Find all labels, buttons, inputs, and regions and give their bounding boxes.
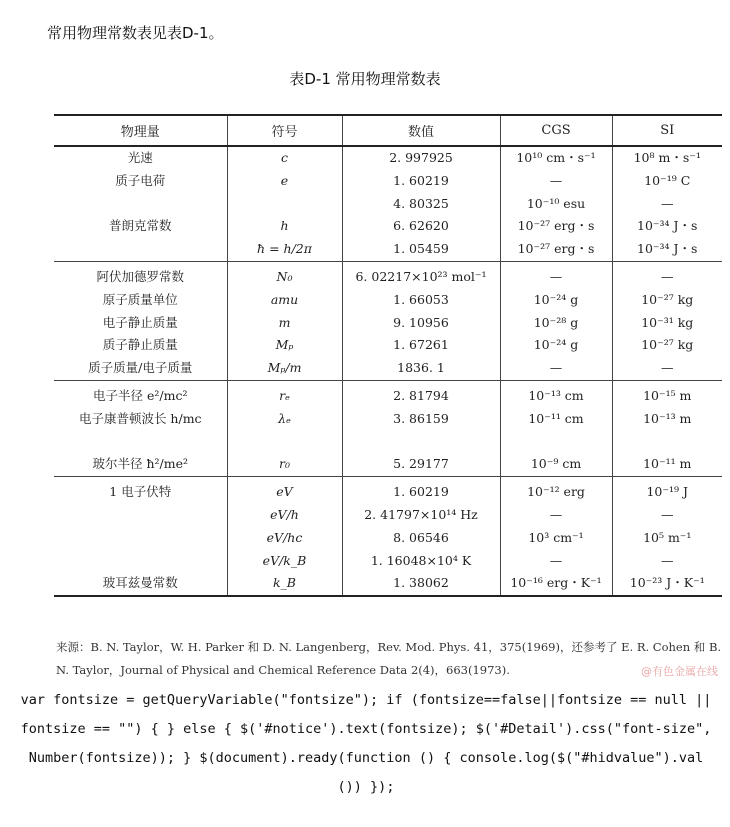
header-value: 数值 [342,115,500,146]
cgs-cell [500,431,612,454]
symbol-cell: N₀ [227,261,342,288]
si-cell: — [612,261,722,288]
value-cell: 4. 80325 [342,193,500,216]
table-row [54,504,722,527]
table-row [54,238,722,261]
quantity-cell [54,527,227,550]
table-row [54,380,722,407]
symbol-cell: c [227,146,342,170]
quantity-cell: 玻耳兹曼常数 [54,572,227,596]
cgs-cell: — [500,170,612,193]
si-cell [612,431,722,454]
quantity-cell: 质子电荷 [115,172,166,188]
quantity-cell [54,193,227,216]
symbol-cell: rₑ [227,380,342,407]
quantity-cell: 电子康普顿波长 h/mc [78,410,202,426]
table-row [54,477,722,504]
table-row [54,170,722,193]
physical-constants-table [54,114,722,597]
si-cell: 10⁻²⁷ kg [612,334,722,357]
quantity-cell: 电子静止质量 [102,314,178,330]
quantity-cell [54,504,227,527]
cgs-cell: 10⁻²⁷ erg・s [500,238,612,261]
value-cell: 1. 66053 [342,289,500,312]
header-cgs: CGS [500,115,612,146]
symbol-cell: e [227,170,342,193]
value-cell: 9. 10956 [342,312,500,335]
cgs-cell: — [500,504,612,527]
symbol-cell: eV/hc [227,527,342,550]
table-group [54,380,722,476]
cgs-cell: 10⁻¹⁰ esu [500,193,612,216]
value-cell: 1836. 1 [342,357,500,380]
table-row [54,334,722,357]
si-cell: 10⁻¹³ m [612,408,722,431]
cgs-cell: 10⁻¹⁶ erg・K⁻¹ [500,572,612,596]
value-cell: 2. 81794 [342,380,500,407]
table-row [54,572,722,596]
cgs-cell: — [500,550,612,573]
table-row [54,289,722,312]
symbol-cell: k_B [227,572,342,596]
si-cell: 10⁻¹⁹ J [612,477,722,504]
table-row [54,357,722,380]
value-cell: 1. 60219 [342,170,500,193]
quantity-cell: 阿伏加德罗常数 [96,268,184,284]
symbol-cell: λₑ [227,408,342,431]
cgs-cell: 10⁻⁹ cm [500,453,612,476]
table-row [54,527,722,550]
si-cell: — [612,550,722,573]
value-cell: 5. 29177 [342,453,500,476]
quantity-cell: 质子静止质量 [102,337,178,353]
symbol-cell: r₀ [227,453,342,476]
value-cell: 1. 60219 [342,477,500,504]
header-symbol: 符号 [227,115,342,146]
symbol-cell: h [227,215,342,238]
si-cell: 10⁸ m・s⁻¹ [612,146,722,170]
table-group [54,261,722,380]
cgs-cell: 10⁻²⁷ erg・s [500,215,612,238]
quantity-cell: 质子质量/电子质量 [54,357,227,380]
table-header-row [54,115,722,146]
cgs-cell: 10⁻²⁸ g [500,312,612,335]
code-snippet: var fontsize = getQueryVariable("fontsize"); if (fontsize==false||fontsize == null || fontsize == "") { } else { $('#notice').text(fontsize); $('#Detail').css("font-size", Number(fontsize)); } $(document).ready(function () { console.log($("#hidvalue").val ()) }); [20,692,712,795]
cgs-cell: — [500,261,612,288]
si-cell: 10⁻¹⁵ m [612,380,722,407]
si-cell: — [612,193,722,216]
quantity-cell: 普朗克常数 [108,218,172,234]
intro-text: 常用物理常数表见表D-1。 [47,24,224,42]
quantity-cell: 1 电子伏特 [109,484,172,500]
quantity-cell: 玻尔半径 ħ²/me² [54,453,227,476]
si-cell: — [612,504,722,527]
table-group [54,146,722,261]
table-group [54,477,722,596]
si-cell: — [612,357,722,380]
cgs-cell: 10¹⁰ cm・s⁻¹ [500,146,612,170]
symbol-cell: amu [227,289,342,312]
table-row [54,453,722,476]
quantity-cell: 原子质量单位 [102,291,178,307]
quantity-cell [54,431,227,454]
quantity-cell: 电子半径 e²/mc² [93,387,188,403]
watermark: @有色金属在线 [641,665,718,678]
value-cell: 3. 86159 [342,408,500,431]
header-quantity: 物理量 [54,115,227,146]
cgs-cell: 10⁻¹³ cm [500,380,612,407]
symbol-cell: Mₚ/m [227,357,342,380]
value-cell: 6. 62620 [342,215,500,238]
table-row [54,261,722,288]
cgs-cell: — [500,357,612,380]
si-cell: 10⁻²⁷ kg [612,289,722,312]
table-row [54,550,722,573]
symbol-cell: ħ = h/2π [227,238,342,261]
value-cell: 1. 67261 [342,334,500,357]
table-row [54,312,722,335]
value-cell: 2. 41797×10¹⁴ Hz [342,504,500,527]
cgs-cell: 10⁻¹¹ cm [500,408,612,431]
table-caption: 表D-1 常用物理常数表 [289,70,441,88]
value-cell: 1. 38062 [342,572,500,596]
value-cell: 2. 997925 [342,146,500,170]
symbol-cell: eV/h [227,504,342,527]
quantity-cell [54,550,227,573]
cgs-cell: 10⁻¹² erg [500,477,612,504]
value-cell: 8. 06546 [342,527,500,550]
symbol-cell [227,193,342,216]
si-cell: 10⁵ m⁻¹ [612,527,722,550]
table-row [54,193,722,216]
quantity-cell: 光速 [127,150,153,165]
table-row [54,408,722,431]
si-cell: 10⁻¹⁹ C [612,170,722,193]
source-note: 来源：B. N. Taylor，W. H. Parker 和 D. N. Langenberg，Rev. Mod. Phys. 41，375(1969)，还参考了 E. R. Cohen 和 B. N. Taylor，Journal of Physical and Chemical Reference Data 2(4)，663(1973). [56,640,722,677]
si-cell: 10⁻³¹ kg [612,312,722,335]
cgs-cell: 10⁻²⁴ g [500,289,612,312]
symbol-cell: eV/k_B [227,550,342,573]
quantity-cell [54,238,227,261]
table-row [54,431,722,454]
symbol-cell: Mₚ [227,334,342,357]
symbol-cell [227,431,342,454]
symbol-cell: eV [227,477,342,504]
si-cell: 10⁻²³ J・K⁻¹ [612,572,722,596]
value-cell: 6. 02217×10²³ mol⁻¹ [342,261,500,288]
value-cell: 1. 05459 [342,238,500,261]
si-cell: 10⁻³⁴ J・s [612,238,722,261]
si-cell: 10⁻³⁴ J・s [612,215,722,238]
symbol-cell: m [227,312,342,335]
table-row [54,215,722,238]
value-cell [342,431,500,454]
cgs-cell: 10³ cm⁻¹ [500,527,612,550]
si-cell: 10⁻¹¹ m [612,453,722,476]
header-si: SI [612,115,722,146]
cgs-cell: 10⁻²⁴ g [500,334,612,357]
table-row [54,146,722,170]
value-cell: 1. 16048×10⁴ K [342,550,500,573]
